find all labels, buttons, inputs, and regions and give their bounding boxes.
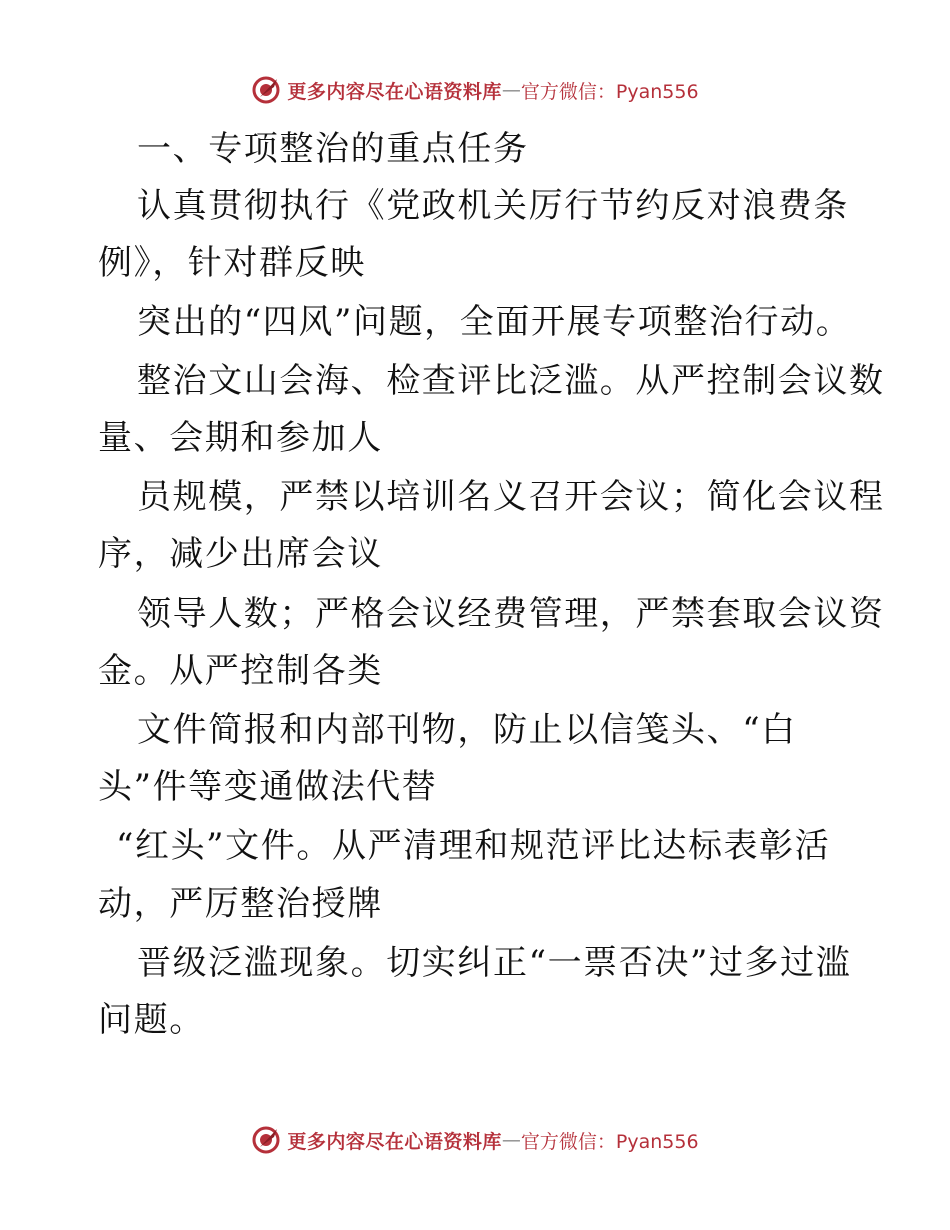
paragraph-line: 例》，针对群反映: [98, 243, 366, 283]
wechat-id: 官方微信：Pyan556: [520, 1130, 699, 1153]
paragraph-line: 问题。: [98, 1000, 205, 1040]
paragraph-line: “红头”文件。从严清理和规范评比达标表彰活: [116, 826, 831, 866]
paragraph-line: 员规模，严禁以培训名义召开会议；简化会议程: [137, 477, 885, 517]
paragraph-line: 金。从严控制各类: [98, 651, 383, 691]
banner-separator: —: [501, 79, 521, 101]
wechat-id: 官方微信：Pyan556: [520, 80, 699, 103]
paragraph-line: 量、会期和参加人: [98, 418, 383, 458]
site-name: 更多内容尽在心语资料库: [287, 1130, 502, 1153]
header-banner: [0, 70, 950, 110]
paragraph-line: 晋级泛滥现象。切实纠正“一票否决”过多过滥: [137, 943, 852, 983]
quill-seal-icon: [251, 1125, 281, 1155]
paragraph-line: 突出的“四风”问题，全面开展专项整治行动。: [137, 302, 852, 342]
banner-separator: —: [501, 1129, 521, 1151]
paragraph-line: 头”件等变通做法代替: [98, 767, 438, 807]
footer-banner: [0, 1120, 950, 1160]
paragraph-line: 文件简报和内部刊物，防止以信笺头、“白: [137, 710, 797, 750]
site-name: 更多内容尽在心语资料库: [287, 80, 502, 103]
paragraph-line: 动，严厉整治授牌: [98, 884, 383, 924]
paragraph-line: 认真贯彻执行《党政机关厉行节约反对浪费条: [137, 186, 849, 226]
paragraph-line: 序，减少出席会议: [98, 534, 383, 574]
section-heading: 一、专项整治的重点任务: [137, 129, 529, 169]
paragraph-line: 领导人数；严格会议经费管理，严禁套取会议资: [137, 594, 885, 634]
quill-seal-icon: [251, 75, 281, 105]
paragraph-line: 整治文山会海、检查评比泛滥。从严控制会议数: [137, 361, 885, 401]
